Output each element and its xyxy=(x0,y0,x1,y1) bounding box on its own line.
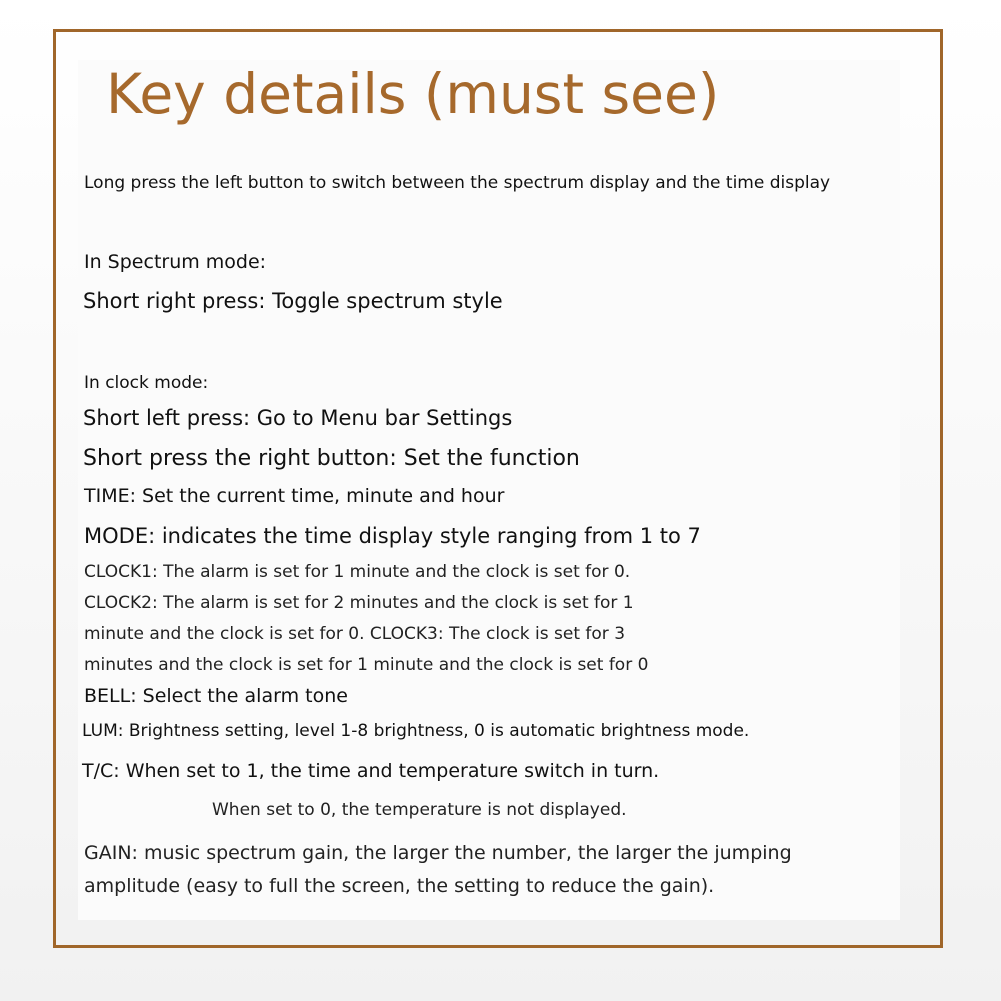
clock-short-left-press: Short left press: Go to Menu bar Settings xyxy=(83,406,513,430)
lum-setting: LUM: Brightness setting, level 1-8 brightness, 0 is automatic brightness mode. xyxy=(82,721,750,741)
gain-setting-line1: GAIN: music spectrum gain, the larger the number, the larger the jumping xyxy=(84,842,792,864)
bell-setting: BELL: Select the alarm tone xyxy=(84,685,348,707)
page-title: Key details (must see) xyxy=(106,62,720,126)
gain-setting-line2: amplitude (easy to full the screen, the setting to reduce the gain). xyxy=(84,875,715,897)
time-setting: TIME: Set the current time, minute and hour xyxy=(84,485,505,507)
clock-short-right-press: Short press the right button: Set the function xyxy=(83,446,580,471)
spectrum-mode-heading: In Spectrum mode: xyxy=(84,251,267,273)
tc-setting-line1: T/C: When set to 1, the time and temperature switch in turn. xyxy=(82,760,660,782)
mode-setting: MODE: indicates the time display style ranging from 1 to 7 xyxy=(84,524,701,548)
spectrum-short-right-press: Short right press: Toggle spectrum style xyxy=(83,289,503,313)
clock-mode-heading: In clock mode: xyxy=(84,373,209,393)
clock2-setting-line1: CLOCK2: The alarm is set for 2 minutes and the clock is set for 1 xyxy=(84,593,634,613)
clock3-setting: minutes and the clock is set for 1 minute and the clock is set for 0 xyxy=(84,655,649,675)
clock2-setting-line2: minute and the clock is set for 0. CLOCK3: The clock is set for 3 xyxy=(84,624,626,644)
intro-text: Long press the left button to switch between the spectrum display and the time display xyxy=(84,173,831,193)
clock1-setting: CLOCK1: The alarm is set for 1 minute and the clock is set for 0. xyxy=(84,562,631,582)
tc-setting-line2: When set to 0, the temperature is not displayed. xyxy=(212,800,627,820)
